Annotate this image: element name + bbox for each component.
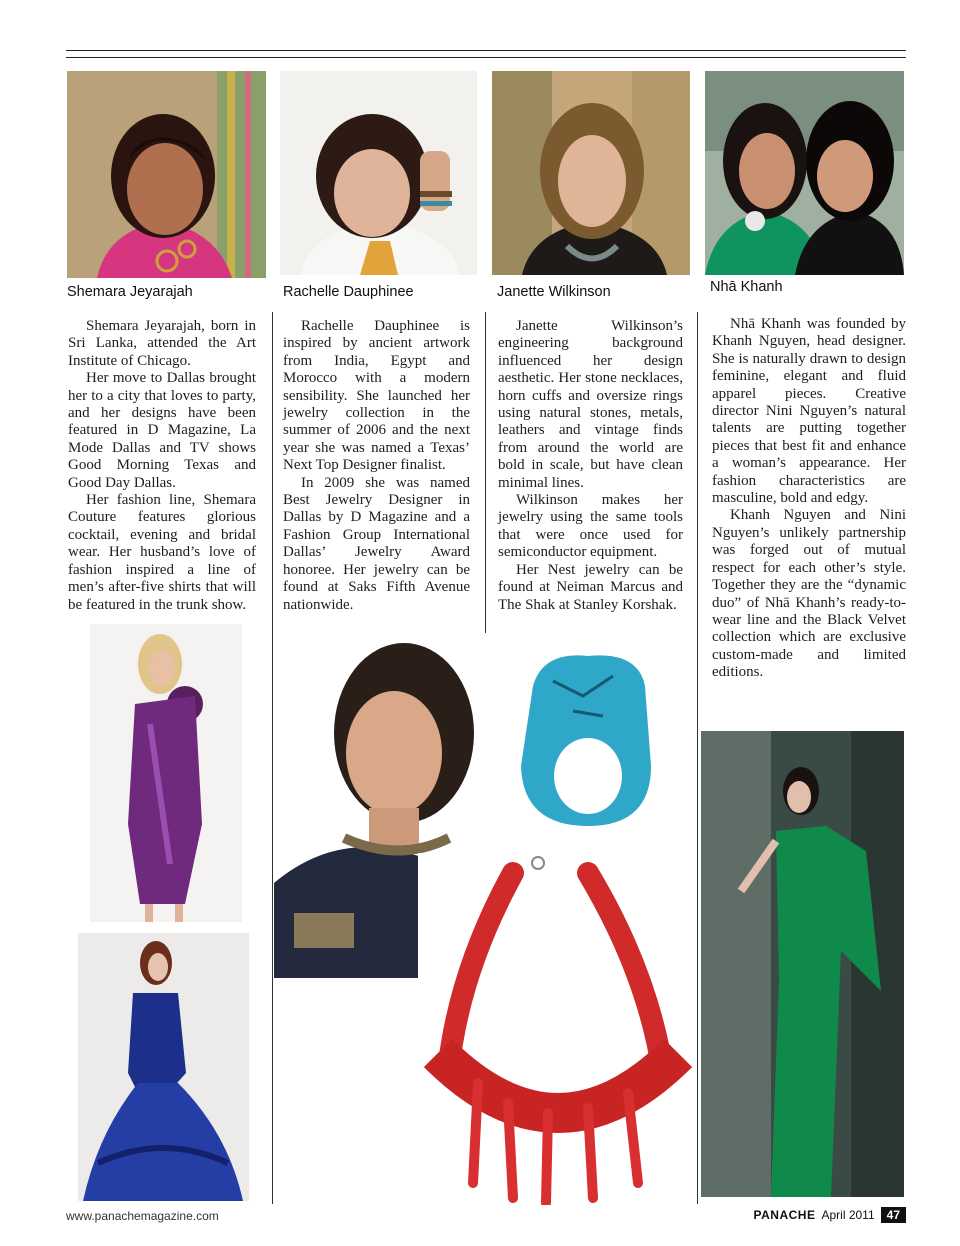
- portrait-rachelle: [280, 71, 477, 275]
- bio-paragraph: Her Nest jewelry can be found at Neiman Marcus and The Shak at Stanley Korshak.: [498, 561, 683, 613]
- designer-name: Janette Wilkinson: [497, 284, 611, 300]
- top-rule: [66, 50, 906, 51]
- bio-paragraph: Her move to Dallas brought her to a city that loves to party, and her designs have been featured in D Magazine, La Mode Dallas and TV shows Good Morning Texas and Good Day Dallas.: [68, 370, 256, 491]
- blue-gown-photo: [78, 933, 249, 1201]
- top-rule-2: [66, 57, 906, 58]
- designer-name: Rachelle Dauphinee: [283, 284, 414, 300]
- bio-column-shemara: [68, 318, 256, 614]
- column-divider: [697, 312, 698, 1204]
- page-number: 47: [881, 1207, 906, 1223]
- coral-necklace-photo: [418, 853, 693, 1205]
- bio-paragraph: Wilkinson makes her jewelry using the same tools that were once used for semiconductor equipment.: [498, 492, 683, 561]
- column-divider: [272, 312, 273, 1204]
- portrait-janette: [492, 71, 690, 275]
- portrait-shemara: [67, 71, 266, 278]
- bio-paragraph: Shemara Jeyarajah, born in Sri Lanka, attended the Art Institute of Chicago.: [68, 318, 256, 369]
- purple-dress-photo: [90, 624, 242, 922]
- bio-paragraph: Janette Wilkinson’s engineering background influenced her design aesthetic. Her stone necklaces, horn cuffs and oversize rings using natural stones, metals, leathers and vintage finds from around the world are bold in scale, but have clean minimal lines.: [498, 318, 683, 491]
- magazine-brand: PANACHE: [753, 1208, 816, 1222]
- issue-date: April 2011: [821, 1208, 875, 1222]
- footer-folio: [754, 1207, 906, 1223]
- bio-paragraph: In 2009 she was named Best Jewelry Designer in Dallas by D Magazine and a Fashion Group International Dallas’ Jewelry Award honoree. Her jewelry can be found at Saks Fifth Avenue nationwide.: [283, 474, 470, 613]
- designer-name: Shemara Jeyarajah: [67, 284, 193, 300]
- bio-column-janette: [498, 318, 683, 614]
- bio-paragraph: Khanh Nguyen and Nini Nguyen’s unlikely partnership was forged out of mutual respect for each other’s style. Together they are the “dynamic duo” of Nhā Khanh’s ready-to-wear line and the Black Velvet collection which are exclusive custom-made and limited editions.: [712, 507, 906, 681]
- turquoise-ring-photo: [513, 646, 656, 830]
- bio-paragraph: Nhā Khanh was founded by Khanh Nguyen, head designer. She is naturally drawn to design feminine, elegant and fluid apparel pieces. Creative director Nini Nguyen’s natural talents are putting together pieces that best fit and enhance a woman’s appearance. Her fashion characteristics are masculine, bold and edgy.: [712, 316, 906, 507]
- portrait-nha-khanh: [705, 71, 904, 275]
- bio-column-rachelle: [283, 318, 470, 614]
- designer-name: Nhā Khanh: [710, 279, 783, 295]
- bio-paragraph: Rachelle Dauphinee is inspired by ancient artwork from India, Egypt and Morocco with a modern sensibility. She launched her jewelry collection in the summer of 2006 and the next year she was named a Texas’ Next Top Designer finalist.: [283, 318, 470, 474]
- bio-column-nha-khanh: [712, 316, 906, 682]
- footer-url[interactable]: www.panachemagazine.com: [66, 1209, 219, 1223]
- green-gown-photo: [701, 731, 904, 1197]
- bio-paragraph: Her fashion line, Shemara Couture features glorious cocktail, evening and bridal wear. Her husband’s love of fashion inspired a line of men’s after-five shirts that will be featured in the trunk show.: [68, 492, 256, 613]
